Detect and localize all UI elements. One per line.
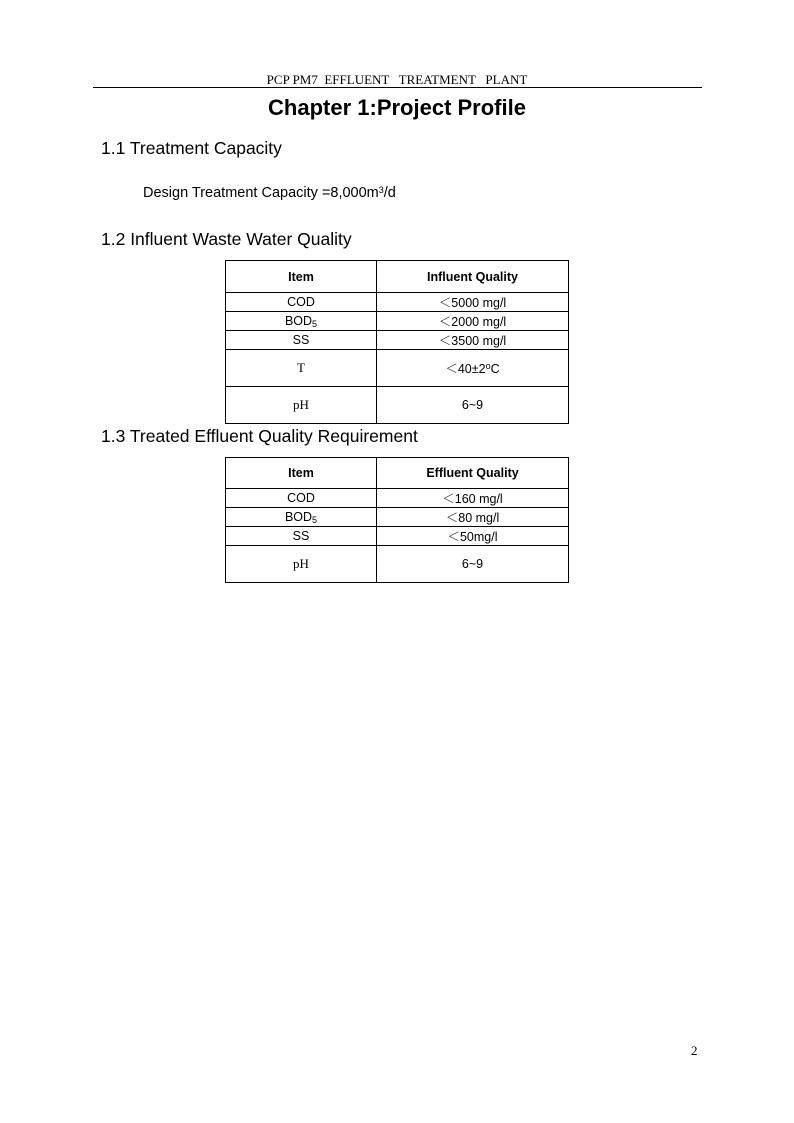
table-header-row: [226, 261, 569, 293]
effluent-quality-table: [225, 457, 569, 583]
value-cell: ＜3500 mg/l: [377, 331, 569, 350]
design-capacity-label: Design Treatment Capacity =8,000m: [143, 185, 379, 201]
value-cell: ＜50mg/l: [377, 527, 569, 546]
design-capacity-unit: /d: [383, 185, 396, 201]
table-row: [226, 527, 569, 546]
item-subscript: 5: [312, 514, 318, 525]
running-header: PCP PM7 EFFLUENT TREATMENT PLANT: [266, 72, 528, 87]
design-capacity-text: [143, 185, 396, 201]
value-cell: ＜2000 mg/l: [377, 312, 569, 331]
item-label: BOD: [284, 313, 313, 328]
value-cell: ＜80 mg/l: [377, 508, 569, 527]
table-row: [226, 546, 569, 583]
header-rule: [93, 87, 702, 88]
value-unit: C: [490, 362, 500, 376]
item-cell: COD: [226, 489, 377, 508]
item-cell: SS: [226, 331, 377, 350]
column-header-influent-quality: Influent Quality: [377, 261, 569, 293]
item-cell: pH: [226, 387, 377, 424]
table-header-row: [226, 458, 569, 489]
item-cell: pH: [226, 546, 377, 583]
item-cell: SS: [226, 527, 377, 546]
value-cell: ＜160 mg/l: [377, 489, 569, 508]
chapter-title: Chapter 1:Project Profile: [268, 95, 526, 120]
table-row: [226, 312, 569, 331]
influent-quality-table: [225, 260, 569, 424]
column-header-item: Item: [226, 458, 377, 489]
column-header-item: Item: [226, 261, 377, 293]
table-row: [226, 489, 569, 508]
item-cell: [226, 312, 377, 331]
section-heading-influent-quality: 1.2 Influent Waste Water Quality: [101, 229, 352, 249]
value-main: ＜40±2: [445, 362, 486, 376]
page-number: 2: [691, 1043, 698, 1058]
table-row: [226, 508, 569, 527]
column-header-effluent-quality: Effluent Quality: [377, 458, 569, 489]
item-cell: T: [226, 350, 377, 387]
item-cell: COD: [226, 293, 377, 312]
table-row: [226, 331, 569, 350]
cubic-superscript: 3: [378, 185, 384, 195]
table-row: [226, 293, 569, 312]
item-label: BOD: [284, 509, 313, 524]
table-row: [226, 387, 569, 424]
value-cell: ＜5000 mg/l: [377, 293, 569, 312]
degree-superscript: o: [485, 361, 491, 371]
section-heading-treatment-capacity: 1.1 Treatment Capacity: [101, 138, 282, 158]
table-row: [226, 350, 569, 387]
value-cell: 6~9: [377, 387, 569, 424]
item-subscript: 5: [312, 318, 318, 329]
item-cell: [226, 508, 377, 527]
section-heading-effluent-quality: 1.3 Treated Effluent Quality Requirement: [101, 426, 418, 446]
value-cell: 6~9: [377, 546, 569, 583]
value-cell: [377, 350, 569, 387]
